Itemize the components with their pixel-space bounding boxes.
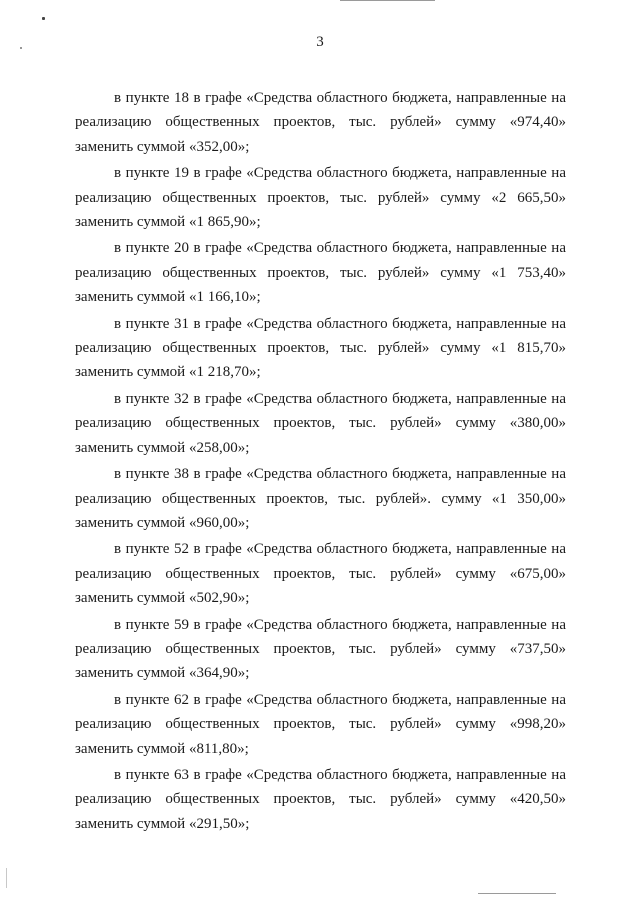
- amendment-line: реализацию общественных проектов, тыс. рублей» сумму «675,00»: [75, 565, 566, 582]
- amendment-line: реализацию общественных проектов, тыс. рублей» сумму «998,20»: [75, 716, 566, 733]
- amendment-line: заменить суммой «1 218,70»;: [75, 364, 261, 381]
- amendment-item: [75, 312, 566, 385]
- amendment-line: реализацию общественных проектов, тыс. рублей». сумму «1 350,00»: [75, 490, 566, 507]
- amendment-line: заменить суммой «502,90»;: [75, 590, 250, 607]
- amendment-line: реализацию общественных проектов, тыс. рублей» сумму «1 753,40»: [75, 264, 566, 281]
- amendment-line: в пункте 62 в графе «Средства областного бюджета, направленные на: [114, 691, 566, 708]
- amendment-item: [75, 462, 566, 535]
- amendment-line: заменить суммой «291,50»;: [75, 815, 250, 832]
- amendment-line: в пункте 19 в графе «Средства областного бюджета, направленные на: [114, 165, 566, 182]
- scan-speck: [42, 17, 45, 20]
- amendment-line: реализацию общественных проектов, тыс. рублей» сумму «420,50»: [75, 791, 566, 808]
- amendment-line: в пункте 63 в графе «Средства областного бюджета, направленные на: [114, 766, 566, 783]
- amendment-line: заменить суммой «258,00»;: [75, 439, 250, 456]
- amendment-line: заменить суммой «364,90»;: [75, 665, 250, 682]
- amendment-line: реализацию общественных проектов, тыс. рублей» сумму «1 815,70»: [75, 340, 566, 357]
- amendment-line: в пункте 31 в графе «Средства областного бюджета, направленные на: [114, 315, 566, 332]
- amendment-item: [75, 763, 566, 836]
- document-body: [75, 86, 566, 838]
- scan-edge-mark: [6, 868, 7, 888]
- amendment-item: [75, 86, 566, 159]
- amendment-item: [75, 387, 566, 460]
- amendment-line: реализацию общественных проектов, тыс. рублей» сумму «737,50»: [75, 640, 566, 657]
- amendment-item: [75, 236, 566, 309]
- amendment-line: в пункте 18 в графе «Средства областного бюджета, направленные на: [114, 90, 566, 106]
- page-number: 3: [316, 34, 324, 50]
- amendment-item: [75, 688, 566, 761]
- amendment-item: [75, 161, 566, 234]
- amendment-line: в пункте 38 в графе «Средства областного бюджета, направленные на: [114, 466, 566, 483]
- amendment-item: [75, 613, 566, 686]
- amendment-item: [75, 537, 566, 610]
- amendment-line: реализацию общественных проектов, тыс. рублей» сумму «974,40»: [75, 114, 566, 131]
- amendment-line: заменить суммой «811,80»;: [75, 740, 249, 757]
- amendment-line: заменить суммой «960,00»;: [75, 514, 250, 531]
- amendment-line: в пункте 59 в графе «Средства областного бюджета, направленные на: [114, 616, 566, 633]
- amendment-line: заменить суммой «1 166,10»;: [75, 289, 261, 306]
- amendment-line: реализацию общественных проектов, тыс. рублей» сумму «2 665,50»: [75, 189, 566, 206]
- amendment-line: в пункте 20 в графе «Средства областного бюджета, направленные на: [114, 240, 566, 257]
- scan-edge-mark: [478, 893, 556, 894]
- amendment-line: заменить суммой «352,00»;: [75, 138, 250, 155]
- scan-edge-mark: [340, 0, 435, 1]
- amendment-line: реализацию общественных проектов, тыс. рублей» сумму «380,00»: [75, 415, 566, 432]
- amendment-line: заменить суммой «1 865,90»;: [75, 214, 261, 231]
- amendment-line: в пункте 32 в графе «Средства областного бюджета, направленные на: [114, 390, 566, 407]
- amendment-line: в пункте 52 в графе «Средства областного бюджета, направленные на: [114, 541, 566, 558]
